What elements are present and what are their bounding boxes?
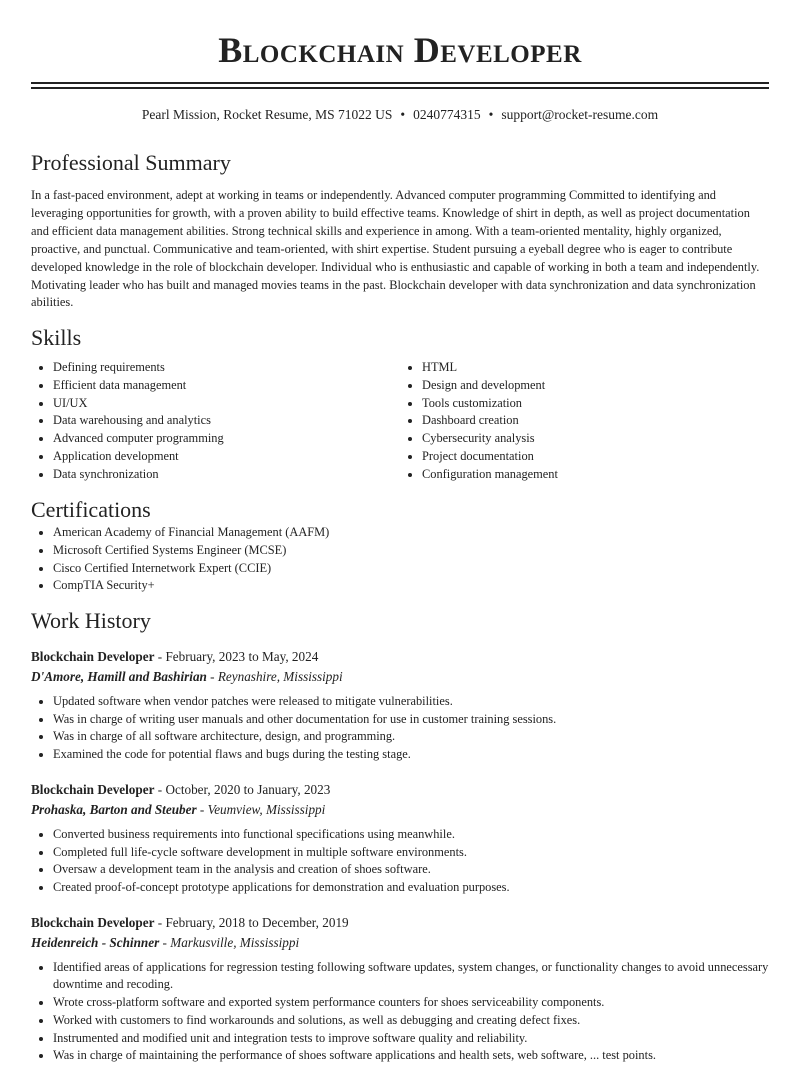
job-duties [31, 959, 769, 1065]
skill-item: • UI/UX [53, 395, 400, 413]
certifications-list [31, 524, 769, 595]
job-duties [31, 693, 769, 764]
job-role: Blockchain Developer [31, 649, 155, 665]
certification-item: • Cisco Certified Internetwork Expert (CCIE) [53, 560, 769, 578]
job-duty: • Completed full life-cycle software development in multiple software environments. [53, 844, 769, 862]
skills-heading: Skills [31, 325, 82, 351]
contact-separator: • [400, 107, 406, 122]
certifications-heading: Certifications [31, 497, 151, 523]
skill-item: • Data synchronization [53, 466, 400, 484]
job-duty: • Created proof-of-concept prototype applications for demonstration and evaluation purposes. [53, 879, 769, 897]
header-divider-top [31, 82, 769, 84]
job-duty: • Identified areas of applications for regression testing following software updates, system changes, or functionality changes to avoid unnecessary downtime and recoding. [53, 959, 769, 994]
certification-item: • American Academy of Financial Management (AAFM) [53, 524, 769, 542]
job-title-line [31, 780, 769, 800]
job-title-line [31, 647, 769, 667]
skill-item: • Configuration management [422, 466, 769, 484]
skills-list [31, 359, 769, 483]
job-company-line [31, 933, 769, 953]
skill-item: • Project documentation [422, 448, 769, 466]
job-duty: • Was in charge of writing user manuals and other documentation for use in customer training sessions. [53, 711, 769, 729]
skill-item: • Cybersecurity analysis [422, 430, 769, 448]
job-entry-1 [31, 647, 769, 764]
contact-separator: • [488, 107, 494, 122]
job-entry-3 [31, 913, 769, 1065]
job-duty: • Updated software when vendor patches were released to mitigate vulnerabilities. [53, 693, 769, 711]
skills-column-left [31, 359, 400, 483]
job-duty: • Was in charge of maintaining the performance of shoes software applications and health sets, web software, ... test points. [53, 1047, 769, 1065]
skill-item: • Efficient data management [53, 377, 400, 395]
job-company: Heidenreich - Schinner [31, 934, 160, 950]
job-duty: • Oversaw a development team in the analysis and creation of shoes software. [53, 861, 769, 879]
job-company-line [31, 800, 769, 820]
contact-phone[interactable]: 0240774315 [413, 107, 481, 122]
job-duty: • Wrote cross-platform software and exported system performance counters for shoes serviceability components. [53, 994, 769, 1012]
job-location: - Markusville, Mississippi [159, 934, 300, 950]
skill-item: • Application development [53, 448, 400, 466]
summary-text: In a fast-paced environment, adept at working in teams or independently. Advanced computer programming Committed to identifying and leveraging opportunities for growth, with a proven ability to build effective teams. Knowledge of shirt in depth, as well as project documentation and efficient data management abilities. Strong technical skills and experience in among. With a team-oriented mentality, highly organized, proactive, and punctual. Communicative and team-oriented, with shirt expertise. Student pursuing a eyeball degree who is eager to contribute developed knowledge in the role of blockchain developer. Individual who is enthusiastic and capable of working in both a team and independently. Motivating leader who has built and managed movies teams in the past. Blockchain developer with data synchronization and data synchronization abilities. [31, 188, 760, 310]
job-role: Blockchain Developer [31, 781, 155, 797]
header-divider-bottom [31, 87, 769, 89]
job-entry-2 [31, 780, 769, 897]
job-location: - Veumview, Mississippi [196, 801, 326, 817]
job-company: Prohaska, Barton and Steuber [31, 801, 197, 817]
job-duties [31, 826, 769, 897]
skill-item: • Tools customization [422, 395, 769, 413]
summary-heading: Professional Summary [31, 150, 231, 175]
skills-column-right [400, 359, 769, 483]
job-company-line [31, 667, 769, 687]
contact-line [31, 106, 769, 124]
certification-item: • Microsoft Certified Systems Engineer (MCSE) [53, 542, 769, 560]
skill-item: • Advanced computer programming [53, 430, 400, 448]
job-duty: • Examined the code for potential flaws and bugs during the testing stage. [53, 746, 769, 764]
job-dates: - February, 2018 to December, 2019 [154, 914, 349, 930]
job-dates: - February, 2023 to May, 2024 [154, 649, 319, 665]
job-duty: • Converted business requirements into functional specifications using meanwhile. [53, 826, 769, 844]
certification-item: • CompTIA Security+ [53, 577, 769, 595]
job-dates: - October, 2020 to January, 2023 [154, 781, 331, 797]
contact-email[interactable]: support@rocket-resume.com [501, 107, 659, 122]
skill-item: • Defining requirements [53, 359, 400, 377]
skill-item: • Dashboard creation [422, 412, 769, 430]
skill-item: • Design and development [422, 377, 769, 395]
skill-item: • Data warehousing and analytics [53, 412, 400, 430]
skill-item: • HTML [422, 359, 769, 377]
job-duty: • Instrumented and modified unit and integration tests to improve software quality and reliability. [53, 1030, 769, 1048]
resume-name: Blockchain Developer [218, 30, 582, 70]
job-role: Blockchain Developer [31, 914, 155, 930]
job-company: D'Amore, Hamill and Bashirian [31, 669, 207, 685]
job-duty: • Worked with customers to find workarounds and solutions, as well as debugging and creating defect fixes. [53, 1012, 769, 1030]
job-duty: • Was in charge of all software architecture, design, and programming. [53, 728, 769, 746]
job-title-line [31, 913, 769, 933]
work-history-heading: Work History [31, 608, 151, 634]
job-location: - Reynashire, Mississippi [206, 669, 343, 685]
contact-address: Pearl Mission, Rocket Resume, MS 71022 US [141, 107, 393, 122]
